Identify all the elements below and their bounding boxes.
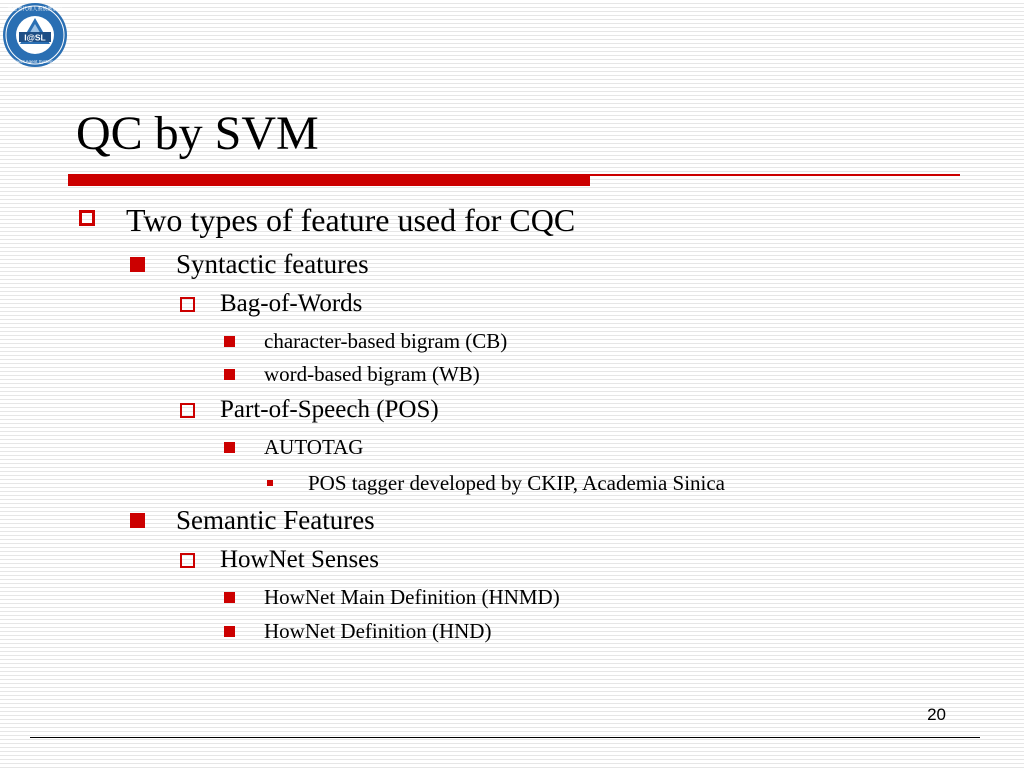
bullet-text: HowNet Definition (HND)	[264, 619, 492, 643]
hollow-square-bullet-icon	[180, 403, 195, 418]
footer-divider	[30, 737, 980, 738]
lab-logo-icon	[2, 2, 68, 68]
bullet-text: HowNet Main Definition (HNMD)	[264, 585, 560, 609]
slide-title: QC by SVM	[76, 107, 319, 160]
small-square-bullet-icon	[267, 480, 273, 486]
solid-square-bullet-icon	[224, 369, 235, 380]
hollow-square-bullet-icon	[79, 210, 95, 226]
solid-square-bullet-icon	[224, 626, 235, 637]
bullet-text: Semantic Features	[176, 505, 375, 535]
bullet-text: HowNet Senses	[220, 546, 380, 573]
svg-text:Intelligent Agent Systems Lab: Intelligent Agent Systems Lab	[5, 59, 65, 64]
bullet-text: Syntactic features	[176, 249, 369, 279]
svg-text:I@SL: I@SL	[24, 32, 46, 43]
solid-square-bullet-icon	[224, 336, 235, 347]
hollow-square-bullet-icon	[180, 553, 195, 568]
solid-square-bullet-icon	[224, 442, 235, 453]
lab-logo	[2, 2, 68, 68]
page-number: 20	[927, 705, 946, 724]
solid-square-bullet-icon	[224, 592, 235, 603]
bullet-text: Two types of feature used for CQC	[126, 202, 576, 238]
bullet-text: AUTOTAG	[264, 435, 364, 459]
bullet-text: Part-of-Speech (POS)	[220, 396, 439, 423]
bullet-text: character-based bigram (CB)	[264, 329, 508, 353]
bullet-text: word-based bigram (WB)	[264, 362, 480, 386]
hollow-square-bullet-icon	[180, 297, 195, 312]
title-underline	[68, 174, 960, 188]
svg-text:智慧型代理人系統實驗室: 智慧型代理人系統實驗室	[7, 6, 63, 13]
solid-square-bullet-icon	[130, 257, 145, 272]
bullet-text: POS tagger developed by CKIP, Academia Sinica	[308, 471, 726, 495]
solid-square-bullet-icon	[130, 513, 145, 528]
bullet-text: Bag-of-Words	[220, 290, 363, 317]
